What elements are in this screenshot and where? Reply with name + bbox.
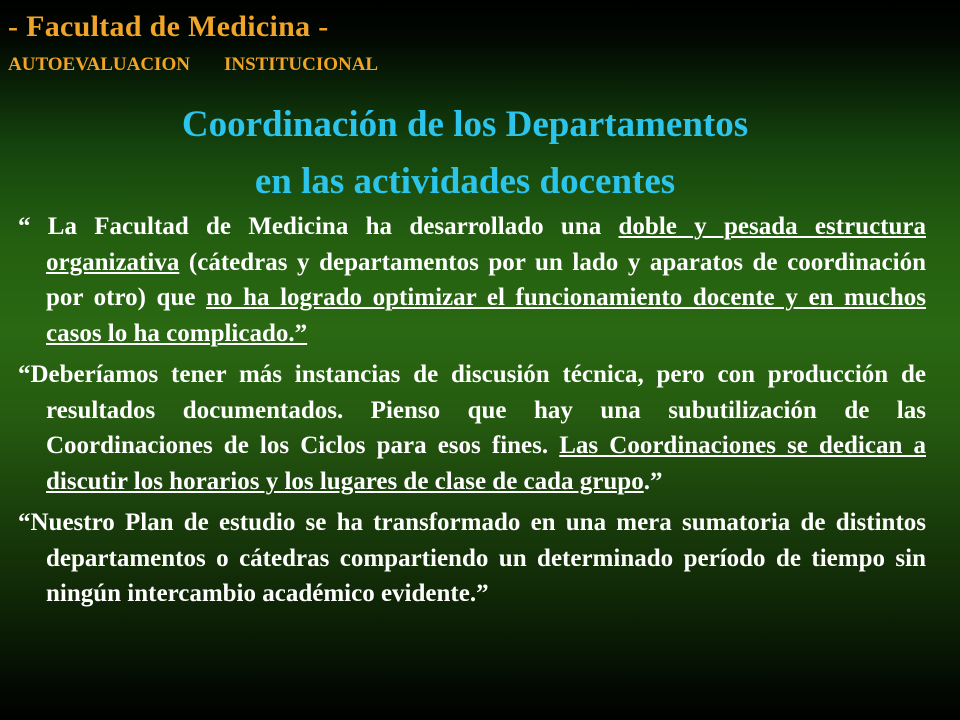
quote-1-text-a: “ La Facultad de Medicina ha desarrollado una: [18, 213, 619, 240]
quote-3-text: “Nuestro Plan de estudio se ha transformado en una mera sumatoria de distintos departamentos o cátedras compartiendo un determinado período de tiempo sin ningún intercambio académico evidente.”: [18, 509, 926, 607]
quote-3: [18, 505, 926, 612]
quote-1-underline-b: no ha logrado optimizar el funcionamiento docente y en muchos casos lo ha complicado.”: [46, 284, 927, 347]
quotes-list: [18, 209, 926, 618]
main-title-line-1: Coordinación de los Departamentos: [181, 104, 749, 145]
quote-2: [18, 357, 926, 499]
quote-1: [18, 209, 926, 351]
faculty-title: - Facultad de Medicina -: [8, 10, 329, 43]
subtitle-autoevaluacion: AUTOEVALUACION: [8, 54, 190, 75]
quote-2-underline-a: Las Coordinaciones se dedican a discutir los horarios y los lugares de clase de cada grupo: [46, 432, 926, 495]
quote-1-text-b: (cátedras y departamentos por un lado y aparatos de coordinación por otro) que: [46, 248, 926, 311]
report-subtitle: [8, 54, 378, 76]
subtitle-institucional: INSTITUCIONAL: [223, 54, 379, 75]
quote-2-text-a: “Deberíamos tener más instancias de discusión técnica, pero con producción de resultados documentados. Pienso que hay una subutilización de las Coordinaciones de los Ciclos para esos fines.: [18, 361, 926, 459]
main-title-line-2: en las actividades docentes: [254, 161, 676, 202]
quote-1-underline-a: doble y pesada estructura organizativa: [46, 213, 926, 276]
quote-2-text-b: .”: [643, 467, 663, 495]
